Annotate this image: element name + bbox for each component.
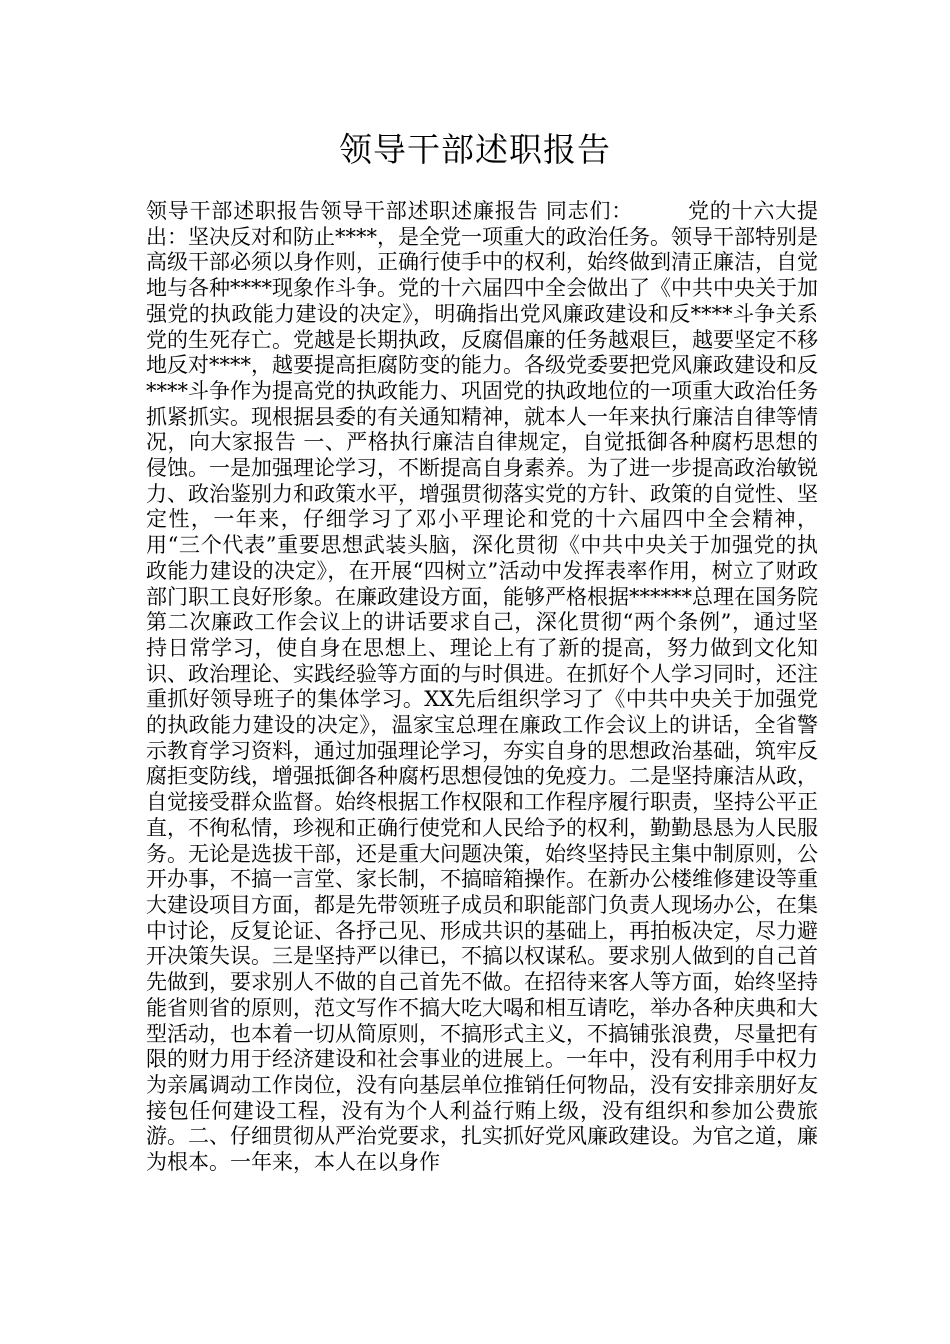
document-body-text: 领导干部述职报告领导干部述职述廉报告 同志们： 党的十六大提出：坚决反对和防止****，是全党一项重大的政治任务。领导干部特别是高级干部必须以身作则，正确行使手中的权利，始终做到清正廉洁，自觉地与各种****现象作斗争。党的十六届四中全会做出了《中共中央关于加强党的执政能力建设的决定》，明确指出党风廉政建设和反****斗争关系党的生死存亡。党越是长期执政，反腐倡廉的任务越艰巨，越要坚定不移地反对****，越要提高拒腐防变的能力。各级党委要把党风廉政建设和反****斗争作为提高党的执政能力、巩固党的执政地位的一项重大政治任务抓紧抓实。现根据县委的有关通知精神，就本人一年来执行廉洁自律等情况，向大家报告 一、严格执行廉洁自律规定，自觉抵御各种腐朽思想的侵蚀。一是加强理论学习，不断提高自身素养。为了进一步提高政治敏锐力、政治鉴别力和政策水平，增强贯彻落实党的方针、政策的自觉性、坚定性，一年来，仔细学习了邓小平理论和党的十六届四中全会精神，用“三个代表”重要思想武装头脑，深化贯彻《中共中央关于加强党的执政能力建设的决定》，在开展“四树立”活动中发挥表率作用，树立了财政部门职工良好形象。在廉政建设方面，能够严格根据******总理在国务院第二次廉政工作会议上的讲话要求自己，深化贯彻“两个条例”，通过坚持日常学习，使自身在思想上、理论上有了新的提高，努力做到文化知识、政治理论、实践经验等方面的与时俱进。在抓好个人学习同时，还注重抓好领导班子的集体学习。XX先后组织学习了《中共中央关于加强党的执政能力建设的决定》，温家宝总理在廉政工作会议上的讲话，全省警示教育学习资料，通过加强理论学习，夯实自身的思想政治基础，筑牢反腐拒变防线，增强抵御各种腐朽思想侵蚀的免疫力。二是坚持廉洁从政，自觉接受群众监督。始终根据工作权限和工作程序履行职责，坚持公平正直，不徇私情，珍视和正确行使党和人民给予的权利，勤勤恳恳为人民服务。无论是选拔干部，还是重大问题决策，始终坚持民主集中制原则，公开办事，不搞一言堂、家长制，不搞暗箱操作。在新办公楼维修建设等重大建设项目方面，都是先带领班子成员和职能部门负责人现场办公，在集中讨论，反复论证、各抒己见、形成共识的基础上，再拍板决定，尽力避开决策失误。三是坚持严以律已，不搞以权谋私。要求别人做到的自己首先做到，要求别人不做的自己首先不做。在招待来客人等方面，始终坚持能省则省的原则，范文写作不搞大吃大喝和相互请吃，举办各种庆典和大型活动，也本着一切从简原则，不搞形式主义，不搞铺张浪费，尽量把有限的财力用于经济建设和社会事业的进展上。一年中，没有利用手中权力为亲属调动工作岗位，没有向基层单位推销任何物品，没有安排亲朋好友接包任何建设工程，没有为个人利益行贿上级，没有组织和参加公费旅游。二、仔细贯彻从严治党要求，扎实抓好党风廉政建设。为官之道，廉为根本。一年来，本人在以身作	[146, 199, 818, 1175]
document-title: 领导干部述职报告	[339, 130, 611, 169]
